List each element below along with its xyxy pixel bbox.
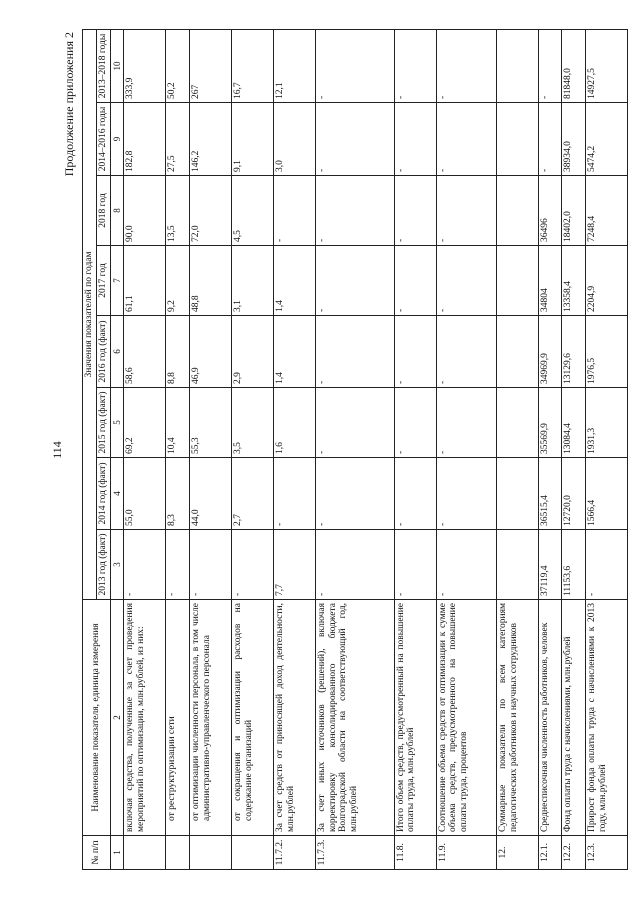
value-cell: 61,1 bbox=[124, 246, 166, 316]
value-cell: - bbox=[315, 458, 394, 530]
column-index: 3 bbox=[110, 530, 123, 600]
row-name: За счет средств от приносящей доход деятельности, млн.рублей bbox=[273, 600, 315, 836]
value-cell: 34804 bbox=[538, 246, 562, 316]
row-name: Соотношение объема средств от оптимизации к сумме объема средств, предусмотренного на повышение оплаты труда, процентов bbox=[436, 600, 496, 836]
table-row bbox=[189, 29, 231, 869]
value-cell: - bbox=[394, 103, 436, 176]
row-number: 12. bbox=[496, 836, 538, 870]
value-cell: - bbox=[315, 103, 394, 176]
value-cell: 35569,9 bbox=[538, 388, 562, 458]
value-cell: - bbox=[189, 530, 231, 600]
value-cell: 36515,4 bbox=[538, 458, 562, 530]
value-cell bbox=[496, 246, 538, 316]
value-cell: 13,5 bbox=[166, 176, 190, 246]
table-row bbox=[496, 29, 538, 869]
value-cell: 3,5 bbox=[231, 388, 273, 458]
value-cell: - bbox=[273, 458, 315, 530]
table-body bbox=[124, 29, 628, 869]
row-name: от сокращения и оптимизации расходов на содержание организаций bbox=[231, 600, 273, 836]
column-index: 2 bbox=[110, 600, 123, 836]
indicators-table bbox=[82, 29, 628, 870]
row-number: 12.1. bbox=[538, 836, 562, 870]
value-cell: 2,7 bbox=[231, 458, 273, 530]
value-cell: 14927,5 bbox=[585, 29, 627, 102]
col-no-header: № п/п bbox=[83, 836, 111, 870]
value-cell: 1,6 bbox=[273, 388, 315, 458]
year-header: 2018 год bbox=[96, 176, 110, 246]
year-header: 2014 год (факт) bbox=[96, 458, 110, 530]
value-cell: - bbox=[315, 530, 394, 600]
year-header: 2017 год bbox=[96, 246, 110, 316]
table-row bbox=[436, 29, 496, 869]
value-cell: 12,1 bbox=[273, 29, 315, 102]
row-name: от оптимизации численности персонала, в том числе административно-управленческого персонала bbox=[189, 600, 231, 836]
row-name: от реструктуризации сети bbox=[166, 600, 190, 836]
year-header: 2014–2016 годы bbox=[96, 103, 110, 176]
table-row bbox=[124, 29, 166, 869]
value-cell: 10,4 bbox=[166, 388, 190, 458]
value-cell: - bbox=[315, 29, 394, 102]
column-index: 5 bbox=[110, 388, 123, 458]
value-cell: 38934,0 bbox=[562, 103, 586, 176]
year-header: 2013–2018 годы bbox=[96, 29, 110, 102]
column-index: 1 bbox=[110, 836, 123, 870]
value-cell: 2204,9 bbox=[585, 246, 627, 316]
value-cell: - bbox=[436, 388, 496, 458]
value-cell: - bbox=[124, 530, 166, 600]
row-number bbox=[124, 836, 166, 870]
value-cell: 12720,0 bbox=[562, 458, 586, 530]
value-cell: - bbox=[436, 176, 496, 246]
table-row bbox=[166, 29, 190, 869]
year-header: 2016 год (факт) bbox=[96, 316, 110, 388]
value-cell: 146,2 bbox=[189, 103, 231, 176]
col-name-header: Наименование показателя, единица измерения bbox=[83, 600, 111, 836]
row-number: 11.7.2. bbox=[273, 836, 315, 870]
value-cell: 58,6 bbox=[124, 316, 166, 388]
column-index: 7 bbox=[110, 246, 123, 316]
value-cell: 27,5 bbox=[166, 103, 190, 176]
value-cell: 72,0 bbox=[189, 176, 231, 246]
value-cell: 8,3 bbox=[166, 458, 190, 530]
value-cell: - bbox=[315, 388, 394, 458]
value-cell: 1,4 bbox=[273, 316, 315, 388]
value-cell: 2,9 bbox=[231, 316, 273, 388]
appendix-label: Продолжение приложения 2 bbox=[62, 32, 76, 177]
year-header: 2015 год (факт) bbox=[96, 388, 110, 458]
value-cell: - bbox=[436, 29, 496, 102]
value-cell: 55,0 bbox=[124, 458, 166, 530]
value-cell: 182,8 bbox=[124, 103, 166, 176]
table-row bbox=[394, 29, 436, 869]
value-cell: 7248,4 bbox=[585, 176, 627, 246]
row-number bbox=[166, 836, 190, 870]
rotated-page bbox=[40, 30, 630, 870]
row-number: 11.9. bbox=[436, 836, 496, 870]
value-cell: 1931,3 bbox=[585, 388, 627, 458]
column-index: 10 bbox=[110, 29, 123, 102]
value-cell: 18402,0 bbox=[562, 176, 586, 246]
value-cell: 7,7 bbox=[273, 530, 315, 600]
value-cell: - bbox=[231, 530, 273, 600]
value-cell: - bbox=[166, 530, 190, 600]
value-cell: - bbox=[394, 316, 436, 388]
table-row bbox=[231, 29, 273, 869]
value-cell: 5474,2 bbox=[585, 103, 627, 176]
row-name: включая средства, полученные за счет проведения мероприятий по оптимизации, млн.рублей, из них: bbox=[124, 600, 166, 836]
value-cell bbox=[496, 176, 538, 246]
row-name: Фонд оплаты труда с начислениями, млн.рублей bbox=[562, 600, 586, 836]
value-cell bbox=[496, 29, 538, 102]
table-row bbox=[562, 29, 586, 869]
value-cell: 55,3 bbox=[189, 388, 231, 458]
row-number: 12.3. bbox=[585, 836, 627, 870]
value-cell: - bbox=[436, 246, 496, 316]
row-number bbox=[231, 836, 273, 870]
value-cell bbox=[496, 530, 538, 600]
value-cell: - bbox=[394, 388, 436, 458]
value-cell: 9,2 bbox=[166, 246, 190, 316]
row-number bbox=[189, 836, 231, 870]
value-cell: - bbox=[394, 246, 436, 316]
value-cell: 50,2 bbox=[166, 29, 190, 102]
value-cell: - bbox=[315, 246, 394, 316]
value-cell: 1,4 bbox=[273, 246, 315, 316]
value-cell: - bbox=[538, 103, 562, 176]
column-index: 8 bbox=[110, 176, 123, 246]
value-cell: 1566,4 bbox=[585, 458, 627, 530]
value-cell: - bbox=[394, 29, 436, 102]
value-cell: 13358,4 bbox=[562, 246, 586, 316]
row-number: 11.8. bbox=[394, 836, 436, 870]
value-cell: - bbox=[394, 458, 436, 530]
column-index: 6 bbox=[110, 316, 123, 388]
value-cell: 46,9 bbox=[189, 316, 231, 388]
value-cell bbox=[496, 458, 538, 530]
table-row bbox=[585, 29, 627, 869]
row-number: 12.2. bbox=[562, 836, 586, 870]
page-number: 114 bbox=[50, 441, 64, 459]
value-cell bbox=[496, 316, 538, 388]
year-header: 2013 год (факт) bbox=[96, 530, 110, 600]
value-cell: - bbox=[436, 316, 496, 388]
value-cell: 267 bbox=[189, 29, 231, 102]
value-cell: 36496 bbox=[538, 176, 562, 246]
row-name: Итого объем средств, предусмотренный на повышение оплаты труда, млн.рублей bbox=[394, 600, 436, 836]
value-cell: - bbox=[273, 176, 315, 246]
column-index: 4 bbox=[110, 458, 123, 530]
table-row bbox=[273, 29, 315, 869]
value-cell bbox=[496, 103, 538, 176]
value-cell: 44,0 bbox=[189, 458, 231, 530]
table-row bbox=[538, 29, 562, 869]
value-cell: 8,8 bbox=[166, 316, 190, 388]
value-cell: - bbox=[394, 176, 436, 246]
value-cell: - bbox=[315, 176, 394, 246]
value-cell: 3,1 bbox=[231, 246, 273, 316]
value-cell: 16,7 bbox=[231, 29, 273, 102]
value-cell: - bbox=[436, 530, 496, 600]
column-index: 9 bbox=[110, 103, 123, 176]
value-cell: 48,8 bbox=[189, 246, 231, 316]
value-cell: 90,0 bbox=[124, 176, 166, 246]
value-cell: 11153,6 bbox=[562, 530, 586, 600]
value-cell: 3,0 bbox=[273, 103, 315, 176]
value-cell: 69,2 bbox=[124, 388, 166, 458]
value-cell: 81848,0 bbox=[562, 29, 586, 102]
value-cell: 13084,4 bbox=[562, 388, 586, 458]
value-cell: - bbox=[315, 316, 394, 388]
row-name: Прирост фонда оплаты труда с начислениями к 2013 году, млн.рублей bbox=[585, 600, 627, 836]
value-cell bbox=[496, 388, 538, 458]
value-cell: 37119,4 bbox=[538, 530, 562, 600]
value-cell: - bbox=[436, 103, 496, 176]
row-number: 11.7.3. bbox=[315, 836, 394, 870]
value-cell: - bbox=[394, 530, 436, 600]
row-name: Суммарные показатели по всем категориям педагогических работников и научных сотрудников bbox=[496, 600, 538, 836]
value-cell: 4,5 bbox=[231, 176, 273, 246]
row-name: За счет иных источников (решений), включая корректировку консолидированного бюджета Волгоградской области на соответствующий год, млн.рублей bbox=[315, 600, 394, 836]
row-name: Среднесписочная численность работников, человек bbox=[538, 600, 562, 836]
value-cell: 9,1 bbox=[231, 103, 273, 176]
values-group-header: Значения показателей по годам bbox=[83, 29, 97, 599]
value-cell: 333,9 bbox=[124, 29, 166, 102]
value-cell: - bbox=[436, 458, 496, 530]
value-cell: 34969,9 bbox=[538, 316, 562, 388]
value-cell: 13129,6 bbox=[562, 316, 586, 388]
value-cell: - bbox=[538, 29, 562, 102]
table-row bbox=[315, 29, 394, 869]
value-cell: 1976,5 bbox=[585, 316, 627, 388]
value-cell: - bbox=[585, 530, 627, 600]
